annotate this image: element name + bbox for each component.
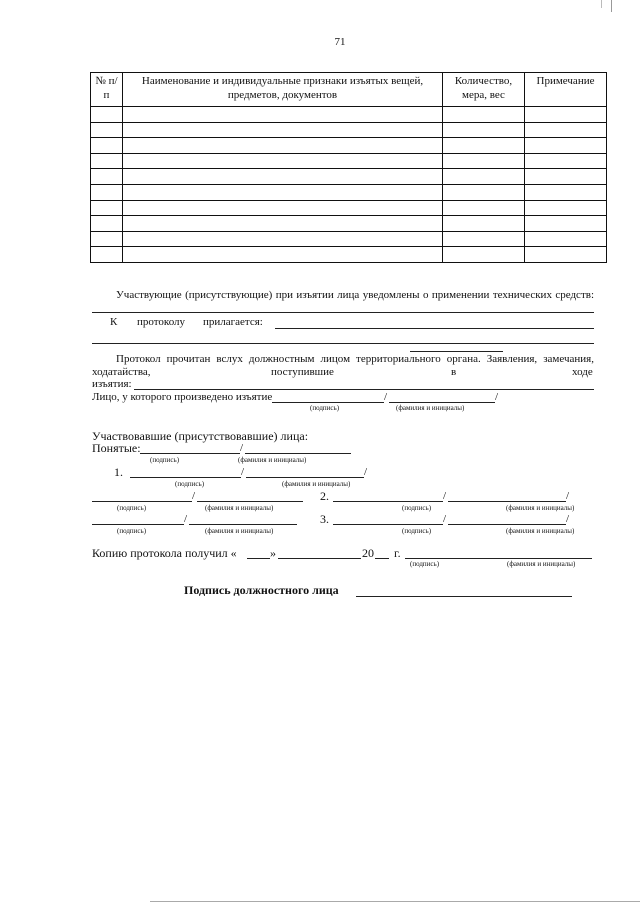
cell-note[interactable] (525, 231, 607, 247)
cell-name[interactable] (123, 153, 443, 169)
table-row (91, 216, 607, 232)
cell-number[interactable] (91, 169, 123, 185)
column-header-number: № п/п (91, 73, 123, 107)
caption-name: (фамилия и инициалы) (506, 504, 575, 512)
table-body (91, 107, 607, 263)
year-line[interactable] (375, 558, 389, 559)
name-line[interactable] (197, 501, 303, 502)
slash: / (364, 466, 368, 478)
day-line[interactable] (247, 558, 270, 559)
slash: / (566, 513, 570, 525)
cell-number[interactable] (91, 231, 123, 247)
table-row (91, 122, 607, 138)
caption-name: (фамилия и инициалы) (282, 480, 351, 488)
slash: / (241, 466, 245, 478)
signature-line[interactable] (405, 558, 592, 559)
signature-line[interactable] (272, 402, 384, 403)
signature-line[interactable] (130, 477, 241, 478)
copy-received-suffix: г. (394, 546, 401, 560)
protocol-read-line1 (116, 353, 594, 365)
protocol-read-word: поступившие (271, 366, 334, 378)
caption-name: (фамилия и инициалы) (507, 560, 576, 568)
witness-3-number: 3. (320, 512, 329, 526)
table-row (91, 184, 607, 200)
fill-line[interactable] (410, 351, 503, 352)
slash: / (495, 391, 499, 403)
column-header-name: Наименование и индивидуальные признаки изъятых вещей, предметов, документов (123, 73, 443, 107)
witness-2-number: 2. (320, 489, 329, 503)
cell-note[interactable] (525, 107, 607, 123)
signature-line[interactable] (333, 501, 443, 502)
cell-note[interactable] (525, 153, 607, 169)
slash: / (240, 442, 244, 454)
slash: / (384, 391, 388, 403)
signature-line[interactable] (140, 453, 240, 454)
cell-note[interactable] (525, 122, 607, 138)
cell-note[interactable] (525, 169, 607, 185)
table-row (91, 138, 607, 154)
protocol-read-seizure: изъятия: (92, 378, 132, 390)
slash: / (184, 513, 188, 525)
signature-line[interactable] (92, 501, 192, 502)
official-signature-label: Подпись должностного лица (184, 583, 339, 597)
column-header-note: Примечание (525, 73, 607, 107)
signature-line[interactable] (92, 524, 184, 525)
participated-label: Участвовавшие (присутствовавшие) лица: (92, 429, 309, 443)
cell-quantity[interactable] (443, 169, 525, 185)
protocol-read-word: ходе (572, 366, 593, 378)
table-header-row (91, 73, 607, 107)
cell-quantity[interactable] (443, 200, 525, 216)
cell-name[interactable] (123, 231, 443, 247)
page-number: 71 (334, 36, 346, 48)
fill-line[interactable] (92, 312, 594, 313)
person-seized-label: Лицо, у которого произведено изъятие (92, 391, 273, 403)
month-line[interactable] (278, 558, 361, 559)
cell-note[interactable] (525, 247, 607, 263)
fill-line[interactable] (134, 389, 594, 390)
cell-number[interactable] (91, 107, 123, 123)
copy-received-prefix: Копию протокола получил « (92, 546, 237, 560)
signature-line[interactable] (333, 524, 443, 525)
cell-name[interactable] (123, 107, 443, 123)
participants-notified-text (116, 289, 594, 301)
name-line[interactable] (246, 477, 364, 478)
cell-name[interactable] (123, 122, 443, 138)
cell-quantity[interactable] (443, 247, 525, 263)
cell-number[interactable] (91, 138, 123, 154)
name-line[interactable] (245, 453, 351, 454)
cell-name[interactable] (123, 216, 443, 232)
participants-notified-label: Участвующие (присутствующие) при изъятии лица уведомлены о применении технических средств: (116, 289, 594, 301)
copy-received-year: 20 (362, 546, 374, 560)
fill-line[interactable] (92, 343, 594, 344)
caption-signature: (подпись) (150, 456, 180, 464)
witnesses-label: Понятые: (92, 441, 141, 455)
caption-signature: (подпись) (117, 527, 147, 535)
cell-quantity[interactable] (443, 231, 525, 247)
official-signature-line[interactable] (356, 596, 572, 597)
caption-signature: (подпись) (410, 560, 440, 568)
caption-name: (фамилия и инициалы) (238, 456, 307, 464)
caption-name: (фамилия и инициалы) (506, 527, 575, 535)
table-row (91, 200, 607, 216)
caption-signature: (подпись) (402, 527, 432, 535)
scan-edge-mark (150, 901, 640, 902)
fill-line[interactable] (275, 328, 594, 329)
cell-name[interactable] (123, 247, 443, 263)
name-line[interactable] (389, 402, 495, 403)
slash: / (443, 513, 447, 525)
cell-quantity[interactable] (443, 216, 525, 232)
cell-number[interactable] (91, 216, 123, 232)
cell-note[interactable] (525, 200, 607, 216)
caption-name: (фамилия и инициалы) (205, 504, 274, 512)
cell-name[interactable] (123, 184, 443, 200)
cell-number[interactable] (91, 153, 123, 169)
name-line[interactable] (189, 524, 297, 525)
cell-name[interactable] (123, 200, 443, 216)
caption-name: (фамилия и инициалы) (396, 404, 465, 412)
cell-quantity[interactable] (443, 122, 525, 138)
column-header-quantity: Количество, мера, вес (443, 73, 525, 107)
cell-quantity[interactable] (443, 107, 525, 123)
table-row (91, 107, 607, 123)
table-row (91, 247, 607, 263)
cell-note[interactable] (525, 138, 607, 154)
cell-number[interactable] (91, 200, 123, 216)
slash: / (443, 490, 447, 502)
attached-k: К (110, 316, 118, 328)
caption-signature: (подпись) (310, 404, 340, 412)
scan-edge-mark (611, 0, 612, 12)
cell-quantity[interactable] (443, 184, 525, 200)
name-line[interactable] (448, 524, 566, 525)
caption-signature: (подпись) (402, 504, 432, 512)
cell-number[interactable] (91, 184, 123, 200)
caption-signature: (подпись) (175, 480, 205, 488)
witness-1-number: 1. (114, 465, 123, 479)
copy-received-mid: » (270, 546, 276, 560)
caption-name: (фамилия и инициалы) (205, 527, 274, 535)
attached-protocol: протоколу (137, 316, 186, 328)
cell-note[interactable] (525, 184, 607, 200)
cell-name[interactable] (123, 169, 443, 185)
protocol-read-word: ходатайства, (92, 366, 151, 378)
table-row (91, 169, 607, 185)
cell-name[interactable] (123, 138, 443, 154)
table-row (91, 153, 607, 169)
cell-quantity[interactable] (443, 138, 525, 154)
cell-quantity[interactable] (443, 153, 525, 169)
cell-number[interactable] (91, 247, 123, 263)
slash: / (566, 490, 570, 502)
scan-edge-mark (601, 0, 602, 8)
slash: / (192, 490, 196, 502)
protocol-read-word: в (451, 366, 457, 378)
seized-items-table (90, 72, 607, 263)
name-line[interactable] (448, 501, 566, 502)
attached-label: прилагается: (203, 316, 263, 328)
cell-note[interactable] (525, 216, 607, 232)
caption-signature: (подпись) (117, 504, 147, 512)
table-row (91, 231, 607, 247)
cell-number[interactable] (91, 122, 123, 138)
protocol-read-text: Протокол прочитан вслух должностным лицом территориального органа. Заявления, замечания, (116, 353, 594, 365)
